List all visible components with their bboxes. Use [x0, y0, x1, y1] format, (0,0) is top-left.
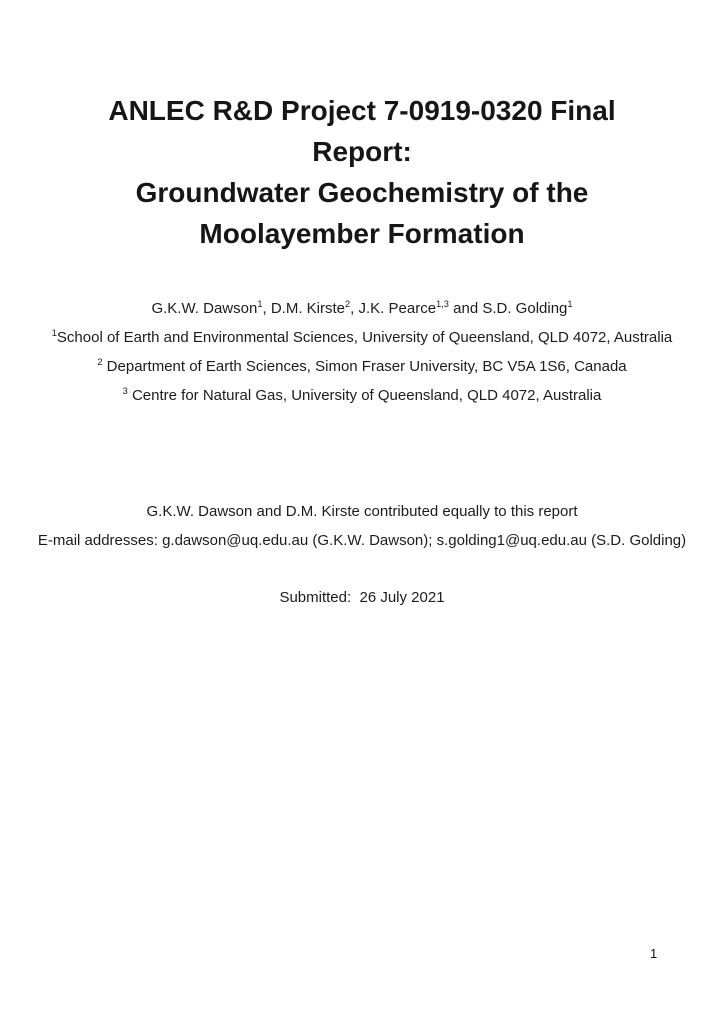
author-2: , D.M. Kirste — [262, 300, 345, 317]
affiliation-2-text: Department of Earth Sciences, Simon Fraser University, BC V5A 1S6, Canada — [102, 358, 627, 375]
author-1: G.K.W. Dawson — [151, 300, 258, 317]
affiliation-1 — [0, 323, 724, 352]
affiliation-1-mark: 1 — [51, 328, 57, 338]
affiliation-3-text: Centre for Natural Gas, University of Queensland, QLD 4072, Australia — [127, 387, 602, 404]
author-4: and S.D. Golding — [448, 300, 568, 317]
author-4-affiliation-mark: 1 — [567, 299, 573, 309]
report-title-line-2: Report: — [312, 136, 412, 167]
report-title-line-4: Moolayember Formation — [199, 218, 525, 249]
email-addresses-line: E-mail addresses: g.dawson@uq.edu.au (G.K.W. Dawson); s.golding1@uq.edu.au (S.D. Golding) — [37, 532, 687, 549]
affiliation-2 — [0, 352, 724, 381]
report-title-line-1: ANLEC R&D Project 7-0919-0320 Final — [108, 95, 616, 126]
author-3-affiliation-mark: 1,3 — [436, 299, 449, 309]
contribution-note: G.K.W. Dawson and D.M. Kirste contributed equally to this report — [146, 503, 578, 520]
author-1-affiliation-mark: 1 — [257, 299, 263, 309]
byline-block — [0, 294, 724, 410]
affiliation-1-text: School of Earth and Environmental Sciences, University of Queensland, QLD 4072, Australia — [56, 329, 673, 346]
report-title — [0, 0, 724, 254]
report-title-line-3: Groundwater Geochemistry of the — [135, 177, 589, 208]
page-number: 1 — [650, 946, 658, 961]
submission-date-line: Submitted: 26 July 2021 — [279, 589, 445, 606]
author-2-affiliation-mark: 2 — [345, 299, 351, 309]
affiliation-3-mark: 3 — [122, 386, 128, 396]
author-3: , J.K. Pearce — [350, 300, 437, 317]
affiliation-2-mark: 2 — [97, 357, 103, 367]
authors-line — [0, 294, 724, 323]
affiliation-3 — [0, 381, 724, 410]
notes-block — [0, 497, 724, 612]
